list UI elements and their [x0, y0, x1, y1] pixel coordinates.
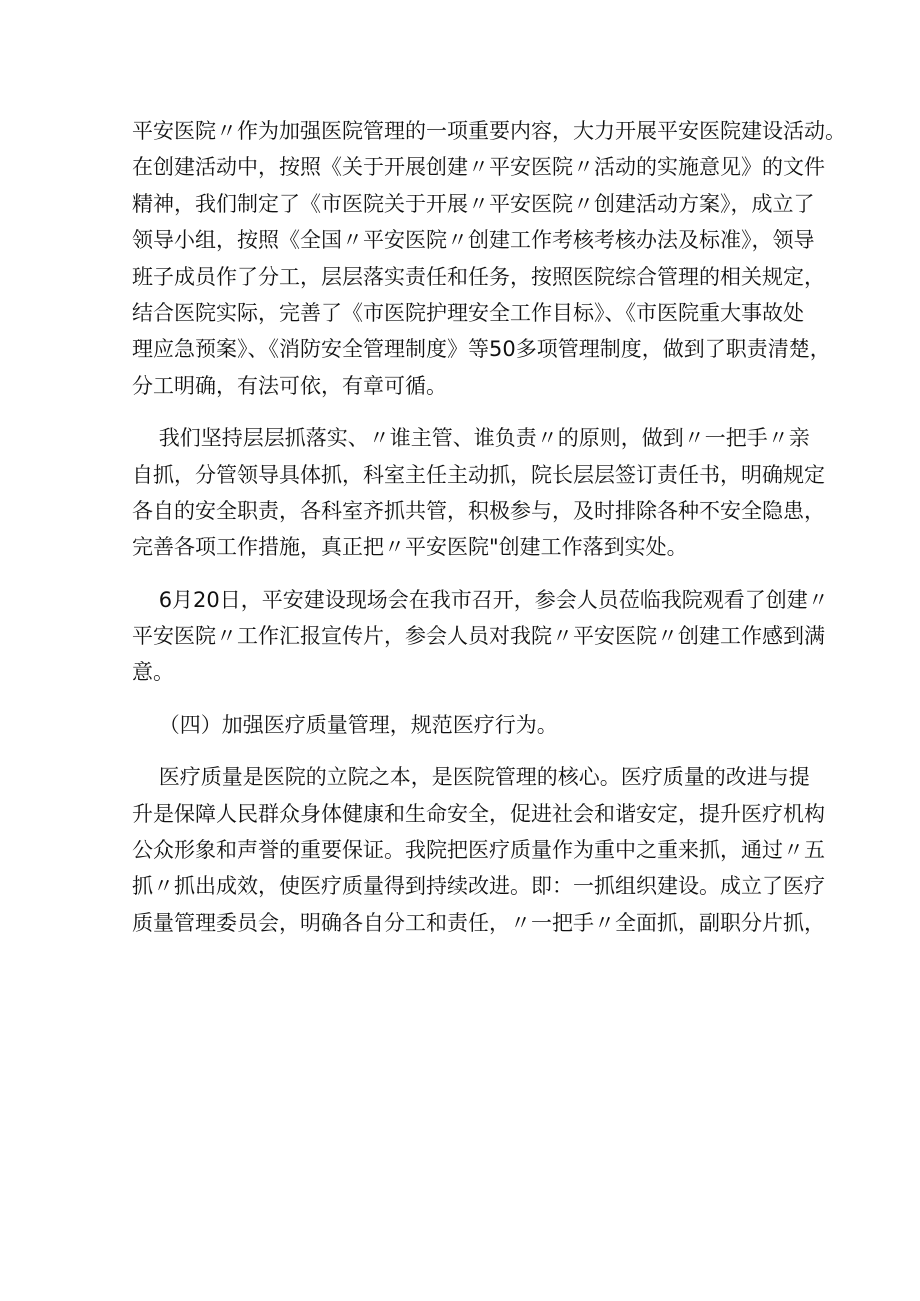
paragraph-spacer — [132, 743, 822, 759]
text-line: 平安医院〃工作汇报宣传片，参会人员对我院〃平安医院〃创建工作感到满 — [132, 624, 825, 649]
text-line: 完善各项工作措施，真正把〃平安医院"创建工作落到实处。 — [132, 535, 688, 560]
paragraph-spacer — [132, 691, 822, 707]
paragraph-responsibility — [132, 420, 825, 566]
section-heading-text: （四）加强医疗质量管理，规范医疗行为。 — [132, 712, 558, 737]
text-line: 分工明确，有法可依，有章可循。 — [132, 373, 447, 398]
paragraph-safe-hospital-intro — [132, 113, 846, 404]
paragraph-spacer — [132, 566, 822, 582]
text-line: 公众形象和声誉的重要保证。我院把医疗质量作为重中之重来抓，通过〃五 — [132, 838, 825, 863]
text-line: 我们坚持层层抓落实、〃谁主管、谁负责〃的原则，做到〃一把手〃亲 — [132, 426, 810, 451]
section-heading — [132, 707, 822, 743]
paragraph-site-meeting — [132, 582, 829, 691]
text-line: 精神，我们制定了《市医院关于开展〃平安医院〃创建活动方案》，成立了 — [132, 191, 815, 216]
text-line: 6月20日，平安建设现场会在我市召开，参会人员莅临我院观看了创建〃 — [132, 587, 829, 612]
text-line: 自抓，分管领导具体抓，科室主任主动抓，院长层层签订责任书，明确规定 — [132, 462, 825, 487]
text-line: 意。 — [132, 660, 174, 685]
paragraph-spacer — [132, 404, 822, 420]
text-line: 平安医院〃作为加强医院管理的一项重要内容，大力开展平安医院建设活动。 — [132, 119, 846, 143]
text-line: 在创建活动中，按照《关于开展创建〃平安医院〃活动的实施意见》的文件 — [132, 155, 825, 180]
document-body — [132, 113, 846, 941]
text-line: 理应急预案》、《消防安全管理制度》等50多项管理制度，做到了职责清楚， — [132, 337, 831, 362]
text-line: 升是保障人民群众身体健康和生命安全，促进社会和谐安定，提升医疗机构 — [132, 801, 825, 826]
text-line: 结合医院实际，完善了《市医院护理安全工作目标》、《市医院重大事故处 — [132, 300, 804, 325]
text-line: 班子成员作了分工，层层落实责任和任务，按照医院综合管理的相关规定， — [132, 264, 825, 289]
text-line: 各自的安全职责，各科室齐抓共管，积极参与，及时排除各种不安全隐患， — [132, 498, 825, 523]
paragraph-medical-quality — [132, 759, 825, 941]
text-line: 质量管理委员会，明确各自分工和责任，〃一把手〃全面抓，副职分片抓， — [132, 910, 825, 935]
text-line: 抓〃抓出成效，使医疗质量得到持续改进。即：一抓组织建设。成立了医疗 — [132, 874, 825, 899]
text-line: 医疗质量是医院的立院之本，是医院管理的核心。医疗质量的改进与提 — [132, 765, 810, 790]
text-line: 领导小组，按照《全国〃平安医院〃创建工作考核考核办法及标准》，领导 — [132, 228, 815, 253]
